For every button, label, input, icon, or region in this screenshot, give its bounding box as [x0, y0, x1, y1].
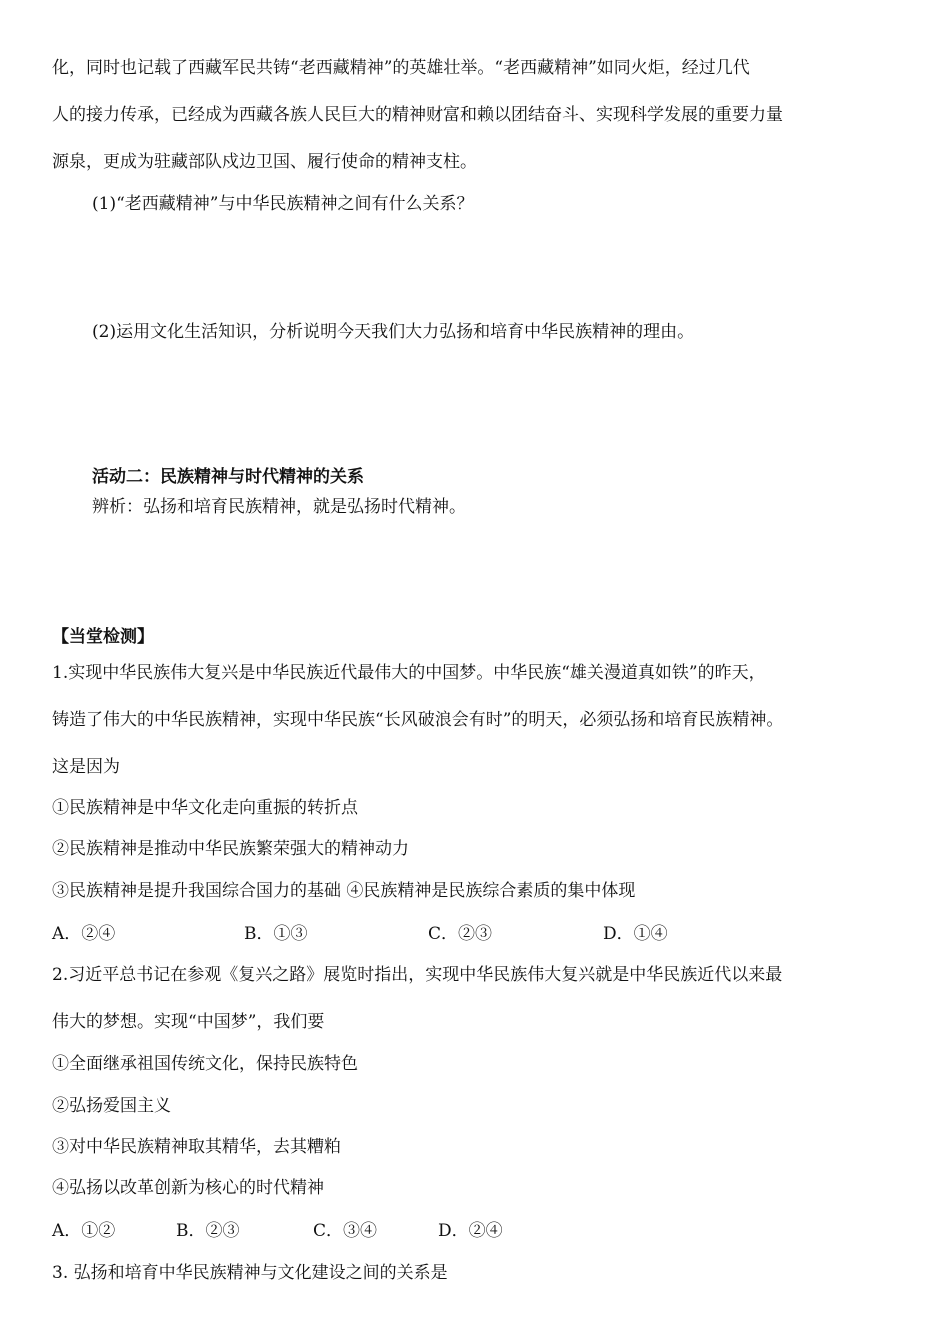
- q2-line-2: 伟大的梦想。实现“中国梦”，我们要: [52, 1012, 325, 1032]
- q2-item-2: ②弘扬爱国主义: [52, 1096, 171, 1116]
- q2-item-3: ③对中华民族精神取其精华，去其糟粕: [52, 1137, 341, 1157]
- intro-line-2: 人的接力传承，已经成为西藏各族人民巨大的精神财富和赖以团结奋斗、实现科学发展的重要力量: [52, 105, 783, 125]
- q1-line-3: 这是因为: [52, 757, 120, 777]
- question-1: (1)“老西藏精神”与中华民族精神之间有什么关系？: [92, 194, 474, 214]
- q1-item-1: ①民族精神是中华文化走向重振的转折点: [52, 798, 358, 818]
- question-2: (2)运用文化生活知识，分析说明今天我们大力弘扬和培育中华民族精神的理由。: [92, 322, 695, 342]
- q2-item-1: ①全面继承祖国传统文化，保持民族特色: [52, 1054, 358, 1074]
- q1-option-d: D．①④: [603, 924, 668, 944]
- check-heading: 【当堂检测】: [52, 627, 154, 647]
- intro-line-1: 化，同时也记载了西藏军民共铸“老西藏精神”的英雄壮举。“老西藏精神”如同火炬，经过几代: [52, 58, 750, 78]
- q2-item-4: ④弘扬以改革创新为核心的时代精神: [52, 1178, 324, 1198]
- q1-line-1: 1.实现中华民族伟大复兴是中华民族近代最伟大的中国梦。中华民族“雄关漫道真如铁”的昨天，: [52, 663, 766, 683]
- intro-line-3: 源泉，更成为驻藏部队戍边卫国、履行使命的精神支柱。: [52, 152, 477, 172]
- activity2-text: 辨析：弘扬和培育民族精神，就是弘扬时代精神。: [92, 497, 466, 517]
- q1-line-2: 铸造了伟大的中华民族精神，实现中华民族“长风破浪会有时”的明天，必须弘扬和培育民族精神。: [52, 710, 784, 730]
- q2-option-b: B．②③: [176, 1221, 240, 1241]
- q1-option-c: C．②③: [428, 924, 493, 944]
- q1-item-2: ②民族精神是推动中华民族繁荣强大的精神动力: [52, 839, 409, 859]
- q3-line: 3. 弘扬和培育中华民族精神与文化建设之间的关系是: [52, 1263, 448, 1283]
- q2-line-1: 2.习近平总书记在参观《复兴之路》展览时指出，实现中华民族伟大复兴就是中华民族近代以来最: [52, 965, 783, 985]
- q2-option-d: D．②④: [438, 1221, 503, 1241]
- q2-option-a: A．①②: [52, 1221, 116, 1241]
- q1-option-a: A．②④: [52, 924, 116, 944]
- activity2-title: 活动二：民族精神与时代精神的关系: [92, 467, 364, 487]
- q2-option-c: C．③④: [313, 1221, 378, 1241]
- q1-option-b: B．①③: [244, 924, 308, 944]
- q1-item-3: ③民族精神是提升我国综合国力的基础 ④民族精神是民族综合素质的集中体现: [52, 881, 636, 901]
